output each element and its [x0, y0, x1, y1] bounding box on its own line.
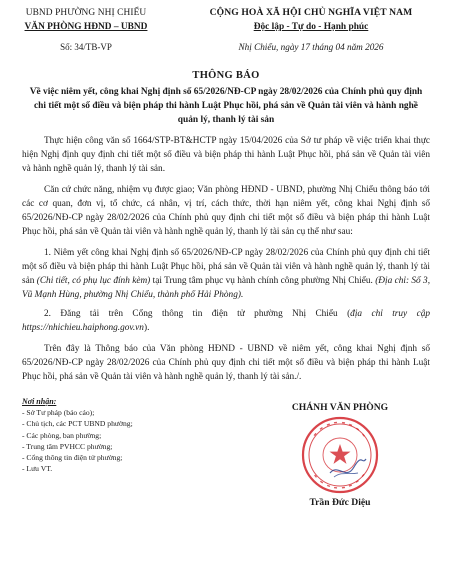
item1-location: tại Trung tâm phục vụ hành chính công phường Nhị Chiểu. [150, 276, 376, 286]
document-subject: Về việc niêm yết, công khai Nghị định số 65/2026/NĐ-CP ngày 28/02/2026 của Chính phủ quy định chi tiết một số điều và biện pháp thi hành Luật Phục hồi, phá sản về Quản tài viên và hành nghề quản lý, thanh lý tài sản [29, 87, 423, 125]
body-paragraph-3 [22, 246, 430, 302]
recipient-item: - Sở Tư pháp (báo cáo); [22, 408, 95, 418]
issuing-authority [16, 6, 156, 54]
item2-close: ). [143, 323, 150, 333]
item1-address: (Địa chỉ: Số 3, Vũ Mạnh Hùng, phường Nhị Chiểu, thành phố Hải Phòng). [22, 276, 431, 300]
recipient-item: - Trung tâm PVHCC phường; [22, 441, 113, 451]
document-number: Số: 34/TB-VP [60, 42, 112, 52]
item2-portal-address: địa chỉ truy cập https://nhichieu.haiphong.gov.vn [22, 309, 430, 333]
recipients-block [22, 396, 192, 508]
recipient-item: - Lưu VT. [22, 464, 53, 474]
signer-name: Trần Đức Diệu [309, 497, 371, 508]
signature-block [250, 396, 430, 508]
national-header [186, 6, 436, 54]
place-date: Nhị Chiểu, ngày 17 tháng 04 năm 2026 [238, 42, 384, 52]
recipient-item: - Chủ tịch, các PCT UBND phường; [22, 419, 133, 429]
item2-text: 2. Đăng tải trên Cổng thông tin điện tử phường Nhị Chiểu ( [44, 309, 351, 319]
body-paragraph-2: Căn cứ chức năng, nhiệm vụ được giao; Văn phòng HĐND - UBND, phường Nhị Chiểu thông báo tới các cơ quan, đơn vị, tổ chức, cá nhân, vị trí, cách thức, thời hạn niêm yết, công khai Nghị định số 65/2026/NĐ-CP ngày 28/02/2026 của Chính phủ quy định chi tiết một số điều và biện pháp thi hành Luật Phục hồi, phá sản về Quản tài viên và hành nghề quản lý, thanh lý tài sản cụ thể như sau: [22, 185, 430, 237]
document-header [16, 6, 436, 54]
issuing-office: VĂN PHÒNG HĐND – UBND [24, 22, 148, 32]
item1-attachment-note: (Chi tiết, có phụ lục đính kèm) [36, 276, 151, 286]
document-footer [16, 396, 436, 508]
country-name: CỘNG HOÀ XÃ HỘI CHỦ NGHĨA VIỆT NAM [209, 7, 413, 18]
body-paragraph-1: Thực hiện công văn số 1664/STP-BT&HCTP ngày 15/04/2026 của Sở tư pháp về việc triển khai thực hiện Nghị định quy định chi tiết một số điều và biện pháp thi hành Luật Phục hồi, phá sản về Quản tài viên và hành nghề quản lý, thanh lý tài sản. [22, 136, 430, 174]
body-paragraph-5: Trên đây là Thông báo của Văn phòng HĐND - UBND về niêm yết, công khai Nghị định số 65/2026/NĐ-CP ngày 28/02/2026 của Chính phủ quy định chi tiết một số điều và biện pháp thi hành Luật Phục hồi, phá sản về Quản tài viên và hành nghề quản lý, thanh lý tài sản./. [22, 344, 430, 382]
recipient-item: - Cổng thông tin điện tử phường; [22, 453, 123, 463]
national-motto: Độc lập - Tự do - Hạnh phúc [253, 22, 369, 32]
parent-org: UBND PHƯỜNG NHỊ CHIỂU [25, 8, 147, 18]
document-title: THÔNG BÁO [192, 70, 260, 81]
item1-text: 1. Niêm yết công khai Nghị định số 65/2026/NĐ-CP ngày 28/02/2026 của Chính phủ quy định chi tiết một số điều và biện pháp thi hành Luật Phục hồi, phá sản về Quản tài viên và hành nghề quản lý, thanh lý tài sản [22, 248, 430, 286]
recipients-label: Nơi nhận: [22, 397, 57, 406]
red-seal-stamp [300, 415, 380, 495]
body-paragraph-4 [22, 307, 430, 335]
signer-title: CHÁNH VĂN PHÒNG [291, 402, 389, 413]
recipient-item: - Các phòng, ban phường; [22, 430, 102, 440]
